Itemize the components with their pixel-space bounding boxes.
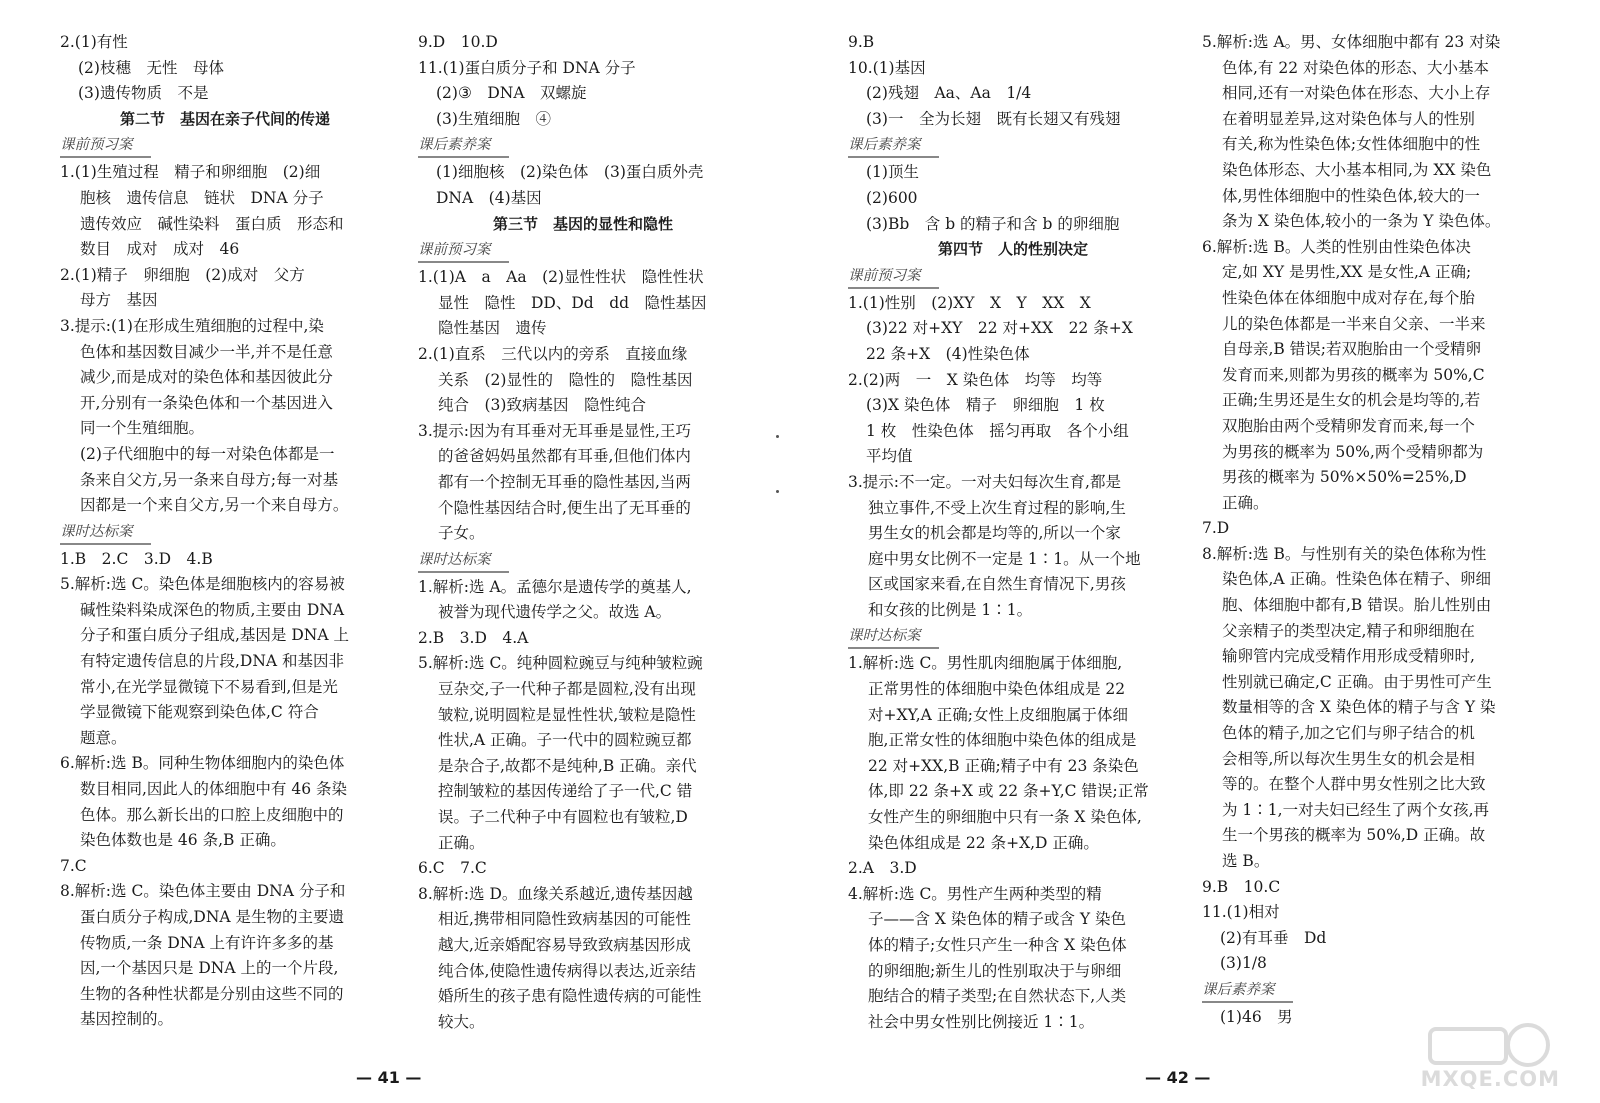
text-line: (2)③ DNA 双螺旋	[436, 84, 587, 103]
page-number-right: — 42 —	[1145, 1068, 1211, 1087]
text-line: 纯合体,使隐性遗传病得以表达,近亲结	[438, 961, 696, 980]
text-line: 2.(1)直系 三代以内的旁系 直接血缘	[418, 344, 688, 363]
text-line: (1)46 男	[1220, 1007, 1293, 1026]
text-line: 5.解析:选 A。男、女体细胞中都有 23 对染	[1202, 33, 1501, 51]
text-line: 8.解析:选 C。染色体主要由 DNA 分子和	[60, 882, 346, 901]
text-line: 9.B	[848, 33, 875, 51]
text-line: 色体和基因数目减少一半,并不是任意	[80, 342, 333, 361]
watermark-text: MXQE.COM	[1420, 1067, 1560, 1091]
text-line: 2.(1)精子 卵细胞 (2)成对 父方	[60, 265, 305, 284]
text-line: 6.解析:选 B。人类的性别由性染色体决	[1202, 237, 1471, 256]
text-line: 分子和蛋白质分子组成,基因是 DNA 上	[80, 626, 349, 645]
section-label-text: 课前预习案	[60, 135, 151, 158]
section-heading: 第二节 基因在亲子代间的传递	[119, 109, 330, 128]
text-line: 数量相等的含 X 染色体的精子与含 Y 染	[1222, 698, 1496, 717]
text-line: 男孩的概率为 50%×50%=25%,D	[1222, 468, 1467, 487]
text-line: 因都是一个来自父方,另一个来自母方。	[80, 496, 349, 515]
section-label-text: 课时达标案	[60, 522, 151, 545]
text-line: 2.B 3.D 4.A	[418, 628, 529, 647]
text-line: 皱粒,说明圆粒是显性性状,皱粒是隐性	[438, 705, 696, 724]
text-line: 1.(1)性别 (2)XY X Y XX X	[848, 293, 1091, 312]
text-line: (3)一 全为长翅 既有长翅又有残翅	[866, 109, 1121, 128]
text-line: 误。子二代种子中有圆粒也有皱粒,D	[438, 808, 688, 827]
text-line: 母方 基因	[80, 291, 158, 310]
text-line: 体,即 22 条+X 或 22 条+Y,C 错误;正常	[868, 782, 1149, 801]
text-line: 关系 (2)显性的 隐性的 隐性基因	[438, 370, 693, 389]
text-line: 条来自父方,另一条来自母方;每一对基	[80, 470, 339, 489]
text-line: 纯合 (3)致病基因 隐性纯合	[438, 396, 646, 415]
text-line: 碱性染料染成深色的物质,主要由 DNA	[80, 600, 345, 619]
text-line: 题意。	[80, 728, 127, 747]
text-line: 定,如 XY 是男性,XX 是女性,A 正确;	[1222, 263, 1472, 282]
text-line: 等的。在整个人群中男女性别之比大致	[1222, 775, 1486, 794]
text-line: 生一个男孩的概率为 50%,D 正确。故	[1222, 826, 1486, 845]
text-line: 正确。	[1222, 493, 1269, 512]
section-label-text: 课后素养案	[1202, 980, 1293, 1003]
text-line: 是杂合子,故都不是纯种,B 正确。亲代	[438, 756, 697, 775]
text-line: (1)细胞核 (2)染色体 (3)蛋白质外壳	[436, 163, 704, 182]
text-line: 8.解析:选 D。血缘关系越近,遗传基因越	[418, 884, 693, 903]
text-line: 3.提示:(1)在形成生殖细胞的过程中,染	[60, 316, 324, 335]
text-line: 为男孩的概率为 50%,两个受精卵都为	[1222, 442, 1484, 461]
text-line: 男生女的机会都是均等的,所以一个家	[868, 524, 1121, 543]
text-line: 学显微镜下能观察到染色体,C 符合	[80, 703, 319, 722]
text-line: 常小,在光学显微镜下不易看到,但是光	[80, 677, 338, 696]
text-line: 传物质,一条 DNA 上有许许多多的基	[80, 933, 334, 952]
text-line: 会相等,所以每次生男生女的机会是相	[1222, 749, 1475, 768]
text-line: (3)遗传物质 不是	[78, 84, 209, 103]
column-1	[60, 30, 390, 1033]
text-line: 区或国家来看,在自然生育情况下,男孩	[868, 575, 1126, 594]
text-line: 6.C 7.C	[418, 859, 487, 878]
section-heading: 第四节 人的性别决定	[937, 240, 1088, 259]
section-label	[60, 519, 390, 547]
column-4	[1202, 30, 1532, 1031]
section-label	[418, 132, 748, 160]
text-line: 胞结合的精子类型;在自然状态下,人类	[868, 987, 1127, 1006]
text-line: 输卵管内完成受精作用形成受精卵时,	[1222, 647, 1475, 666]
text-line: (3)生殖细胞 ④	[436, 109, 551, 128]
text-line: 女性产生的卵细胞中只有一条 X 染色体,	[868, 808, 1142, 827]
text-line: 的卵细胞;新生儿的性别取决于与卵细	[868, 961, 1122, 980]
section-label-text: 课后素养案	[848, 135, 939, 158]
page-number-left: — 41 —	[356, 1068, 422, 1087]
text-line: 正确。	[438, 833, 485, 852]
section-label-text: 课前预习案	[418, 240, 509, 263]
text-line: 被誉为现代遗传学之父。故选 A。	[438, 603, 672, 622]
text-line: 1.解析:选 C。男性肌肉细胞属于体细胞,	[848, 654, 1123, 673]
column-3	[848, 30, 1178, 1035]
text-line: 3.提示:不一定。一对夫妇每次生育,都是	[848, 472, 1121, 491]
text-line: 庭中男女比例不一定是 1∶1。从一个地	[868, 549, 1141, 568]
text-line: 婚所生的孩子患有隐性遗传病的可能性	[438, 987, 702, 1006]
text-line: 子女。	[438, 524, 485, 543]
text-line: 因,一个基因只是 DNA 上的一个片段,	[80, 959, 339, 978]
text-line: 性状,A 正确。子一代中的圆粒豌豆都	[438, 731, 692, 750]
text-line: (2)子代细胞中的每一对染色体都是一	[80, 444, 335, 463]
text-line: 相近,携带相同隐性致病基因的可能性	[438, 910, 691, 929]
text-line: 个隐性基因结合时,便生出了无耳垂的	[438, 498, 691, 517]
text-line: 儿的染色体都是一半来自父亲、一半来	[1222, 314, 1486, 333]
text-line: DNA (4)基因	[436, 188, 542, 207]
text-line: 7.D	[1202, 519, 1230, 538]
text-line: 9.D 10.D	[418, 33, 498, 51]
text-line: 豆杂交,子一代种子都是圆粒,没有出现	[438, 680, 696, 699]
text-line: 色体的精子,加之它们与卵子结合的机	[1222, 724, 1475, 743]
center-dot	[776, 490, 779, 493]
text-line: 隐性基因 遗传	[438, 319, 547, 338]
text-line: 正常男性的体细胞中染色体组成是 22	[868, 680, 1126, 699]
text-line: (3)1/8	[1220, 954, 1267, 973]
section-label-text: 课前预习案	[848, 266, 939, 289]
text-line: 7.C	[60, 856, 87, 875]
text-line: 6.解析:选 B。同种生物体细胞内的染色体	[60, 754, 345, 773]
text-line: 显性 隐性 DD、Dd dd 隐性基因	[438, 293, 707, 312]
text-line: (2)600	[866, 188, 918, 207]
text-line: (3)Bb 含 b 的精子和含 b 的卵细胞	[866, 214, 1120, 233]
text-line: 遗传效应 碱性染料 蛋白质 形态和	[80, 214, 344, 233]
text-line: 自母亲,B 错误;若双胞胎由一个受精卵	[1222, 340, 1481, 359]
section-label	[848, 263, 1178, 291]
text-line: 生物的各种性状都是分别由这些不同的	[80, 984, 344, 1003]
text-line: 正确;生男还是生女的机会是均等的,若	[1222, 391, 1481, 410]
text-line: 父亲精子的类型决定,精子和卵细胞在	[1222, 621, 1475, 640]
text-line: 1.B 2.C 3.D 4.B	[60, 549, 213, 568]
section-label-text: 课时达标案	[418, 550, 509, 573]
text-line: 基因控制的。	[80, 1010, 174, 1029]
text-line: 色体。那么新长出的口腔上皮细胞中的	[80, 805, 344, 824]
text-line: 数目相同,因此人的体细胞中有 46 条染	[80, 780, 348, 799]
text-line: 胞核 遗传信息 链状 DNA 分子	[80, 188, 324, 207]
text-line: 同一个生殖细胞。	[80, 419, 205, 438]
text-line: 染色体数也是 46 条,B 正确。	[80, 831, 286, 850]
section-label	[418, 547, 748, 575]
column-2	[418, 30, 748, 1035]
text-line: 数目 成对 成对 46	[80, 240, 240, 259]
text-line: 2.A 3.D	[848, 859, 917, 878]
text-line: (3)X 染色体 精子 卵细胞 1 枚	[866, 396, 1105, 415]
text-line: 双胞胎由两个受精卵发育而来,每一个	[1222, 416, 1475, 435]
text-line: 染色体组成是 22 条+X,D 正确。	[868, 833, 1099, 852]
text-line: 对+XY,A 正确;女性上皮细胞属于体细	[868, 705, 1129, 724]
text-line: 越大,近亲婚配容易导致致病基因形成	[438, 936, 691, 954]
text-line: 都有一个控制无耳垂的隐性基因,当两	[438, 472, 691, 491]
text-line: 为 1∶1,一对夫妇已经生了两个女孩,再	[1222, 800, 1490, 819]
text-line: (3)22 对+XY 22 对+XX 22 条+X	[866, 319, 1133, 338]
text-line: 11.(1)蛋白质分子和 DNA 分子	[418, 58, 636, 77]
text-line: 独立事件,不受上次生育过程的影响,生	[868, 498, 1126, 517]
text-line: (2)有耳垂 Dd	[1220, 928, 1327, 947]
text-line: 5.解析:选 C。染色体是细胞核内的容易被	[60, 575, 345, 594]
text-line: 较大。	[438, 1012, 485, 1031]
text-line: 有特定遗传信息的片段,DNA 和基因非	[80, 652, 345, 671]
text-line: 在着明显差异,这对染色体与人的性别	[1222, 109, 1475, 128]
section-heading: 第三节 基因的显性和隐性	[492, 214, 673, 233]
text-line: 条为 X 染色体,较小的一条为 Y 染色体。	[1222, 212, 1501, 231]
text-line: 的爸爸妈妈虽然都有耳垂,但他们体内	[438, 447, 691, 466]
section-label	[60, 132, 390, 160]
text-line: 发育而来,则都为男孩的概率为 50%,C	[1222, 365, 1485, 384]
text-line: 9.B 10.C	[1202, 877, 1281, 896]
section-label	[1202, 977, 1532, 1005]
text-line: 开,分别有一条染色体和一个基因进入	[80, 393, 333, 412]
watermark	[1410, 1019, 1560, 1091]
text-line: 社会中男女性别比例接近 1∶1。	[868, 1012, 1095, 1031]
text-line: 和女孩的比例是 1∶1。	[868, 600, 1033, 619]
text-line: (1)顶生	[866, 163, 919, 182]
text-line: 1.解析:选 A。孟德尔是遗传学的奠基人,	[418, 577, 692, 596]
text-line: 染色体,A 正确。性染色体在精子、卵细	[1222, 570, 1492, 589]
text-line: 相同,还有一对染色体在形态、大小上存	[1222, 84, 1491, 103]
text-line: 选 B。	[1222, 852, 1270, 870]
text-line: 体的精子;女性只产生一种含 X 染色体	[868, 936, 1127, 954]
text-line: 2.(1)有性	[60, 33, 128, 51]
text-line: 1.(1)生殖过程 精子和卵细胞 (2)细	[60, 163, 321, 182]
text-line: 子——含 X 染色体的精子或含 Y 染色	[868, 910, 1126, 929]
text-line: 22 对+XX,B 正确;精子中有 23 条染色	[868, 756, 1139, 775]
text-line: 3.提示:因为有耳垂对无耳垂是显性,王巧	[418, 421, 691, 440]
text-line: 11.(1)相对	[1202, 903, 1280, 922]
text-line: 5.解析:选 C。纯种圆粒豌豆与纯种皱粒豌	[418, 654, 703, 673]
text-line: 22 条+X (4)性染色体	[866, 344, 1030, 363]
section-label	[848, 623, 1178, 651]
text-line: 蛋白质分子构成,DNA 是生物的主要遗	[80, 908, 345, 926]
text-line: 8.解析:选 B。与性别有关的染色体称为性	[1202, 544, 1487, 563]
text-line: 色体,有 22 对染色体的形态、大小基本	[1222, 58, 1490, 77]
text-line: 性别就已确定,C 正确。由于男性可产生	[1222, 672, 1492, 691]
text-line: 4.解析:选 C。男性产生两种类型的精	[848, 884, 1102, 903]
text-line: 1 枚 性染色体 摇匀再取 各个小组	[866, 421, 1129, 440]
section-label-text: 课时达标案	[848, 626, 939, 649]
text-line: 平均值	[866, 447, 913, 466]
text-line: 胞、体细胞中都有,B 错误。胎儿性别由	[1222, 596, 1492, 615]
text-line: 体,男性体细胞中的性染色体,较大的一	[1222, 186, 1480, 205]
text-line: (2)残翅 Aa、Aa 1/4	[866, 84, 1032, 103]
center-dot	[776, 435, 779, 438]
section-label-text: 课后素养案	[418, 135, 509, 158]
text-line: 减少,而是成对的染色体和基因彼此分	[80, 368, 333, 387]
section-label	[848, 132, 1178, 160]
text-line: 1.(1)A a Aa (2)显性性状 隐性性状	[418, 268, 704, 287]
text-line: 性染色体在体细胞中成对存在,每个胎	[1222, 288, 1475, 307]
text-line: 有关,称为性染色体;女性体细胞中的性	[1222, 135, 1481, 154]
text-line: 染色体形态、大小基本相同,为 XX 染色	[1222, 160, 1492, 179]
text-line: 控制皱粒的基因传递给了子一代,C 错	[438, 782, 693, 801]
text-line: 胞,正常女性的体细胞中染色体的组成是	[868, 731, 1137, 750]
section-label	[418, 237, 748, 265]
text-line: 2.(2)两 一 X 染色体 均等 均等	[848, 370, 1103, 389]
text-line: (2)枝穗 无性 母体	[78, 58, 224, 77]
text-line: 10.(1)基因	[848, 58, 926, 77]
